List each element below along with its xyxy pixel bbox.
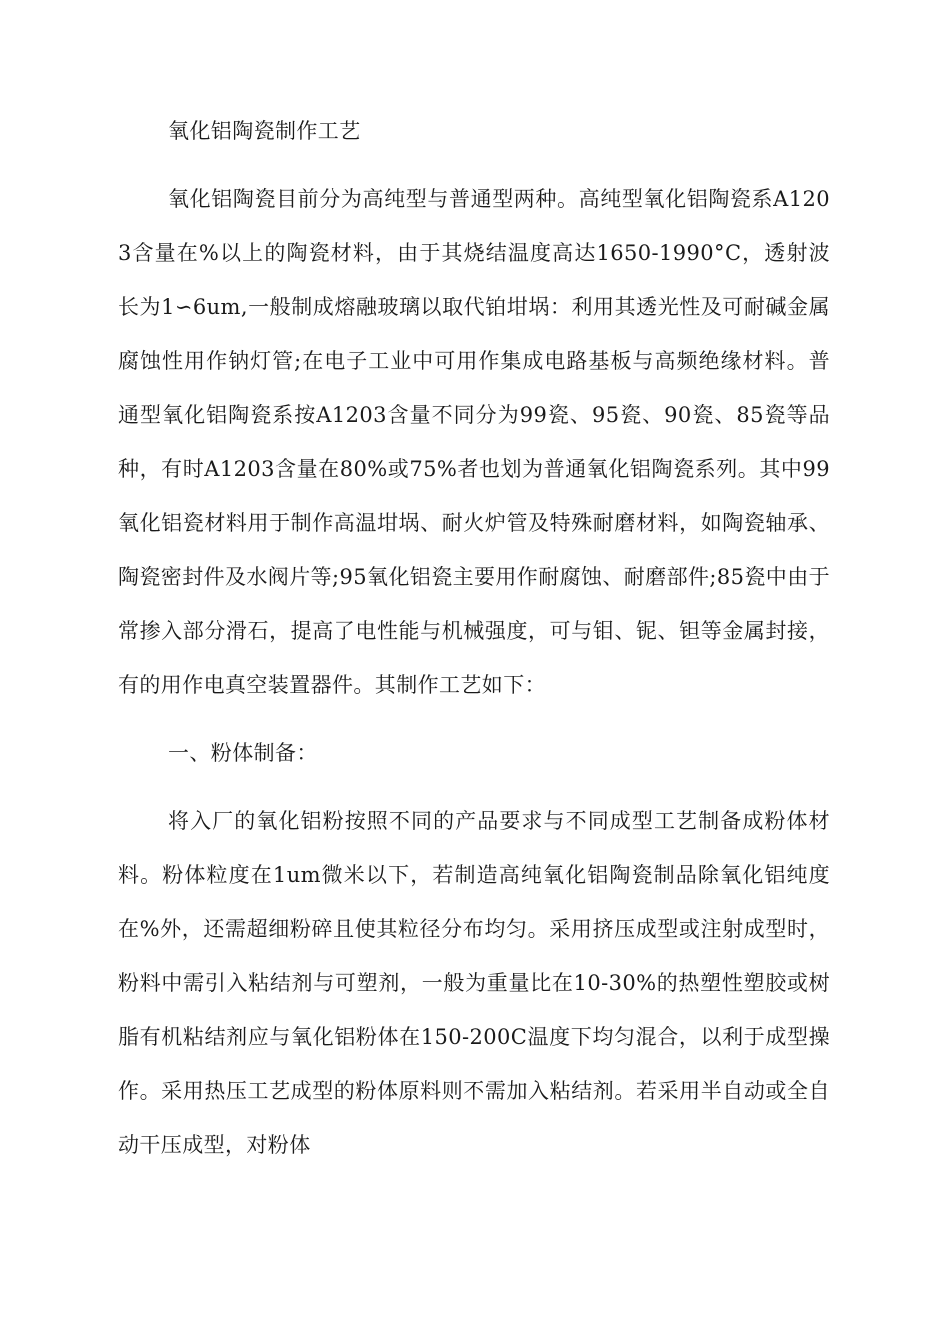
section-1-heading: 一、粉体制备： bbox=[168, 741, 318, 765]
section-1-paragraph: 将入厂的氧化铝粉按照不同的产品要求与不同成型工艺制备成粉体材料。粉体粒度在1um微米以下，若制造高纯氧化铝陶瓷制品除氧化铝纯度在%外，还需超细粉碎且使其粒径分布均匀。采用挤压成型或注射成型时，粉料中需引入粘结剂与可塑剂，一般为重量比在10-30%的热塑性塑胶或树脂有机粘结剂应与氧化铝粉体在150-200C温度下均匀混合，以利于成型操作。采用热压工艺成型的粉体原料则不需加入粘结剂。若采用半自动或全自动干压成型，对粉体 bbox=[118, 809, 830, 1157]
document-body bbox=[118, 104, 830, 1172]
document-title: 氧化铝陶瓷制作工艺 bbox=[168, 119, 361, 143]
intro-paragraph: 氧化铝陶瓷目前分为高纯型与普通型两种。高纯型氧化铝陶瓷系A1203含量在%以上的陶瓷材料，由于其烧结温度高达1650-1990°C，透射波长为1∽6um,一般制成熔融玻璃以取代铂坩埚：利用其透光性及可耐碱金属腐蚀性用作钠灯管;在电子工业中可用作集成电路基板与高频绝缘材料。普通型氧化铝陶瓷系按A1203含量不同分为99瓷、95瓷、90瓷、85瓷等品种，有时A1203含量在80%或75%者也划为普通氧化铝陶瓷系列。其中99氧化铝瓷材料用于制作高温坩埚、耐火炉管及特殊耐磨材料，如陶瓷轴承、陶瓷密封件及水阀片等;95氧化铝瓷主要用作耐腐蚀、耐磨部件;85瓷中由于常掺入部分滑石，提高了电性能与机械强度，可与钼、铌、钽等金属封接，有的用作电真空装置器件。其制作工艺如下： bbox=[118, 187, 830, 697]
